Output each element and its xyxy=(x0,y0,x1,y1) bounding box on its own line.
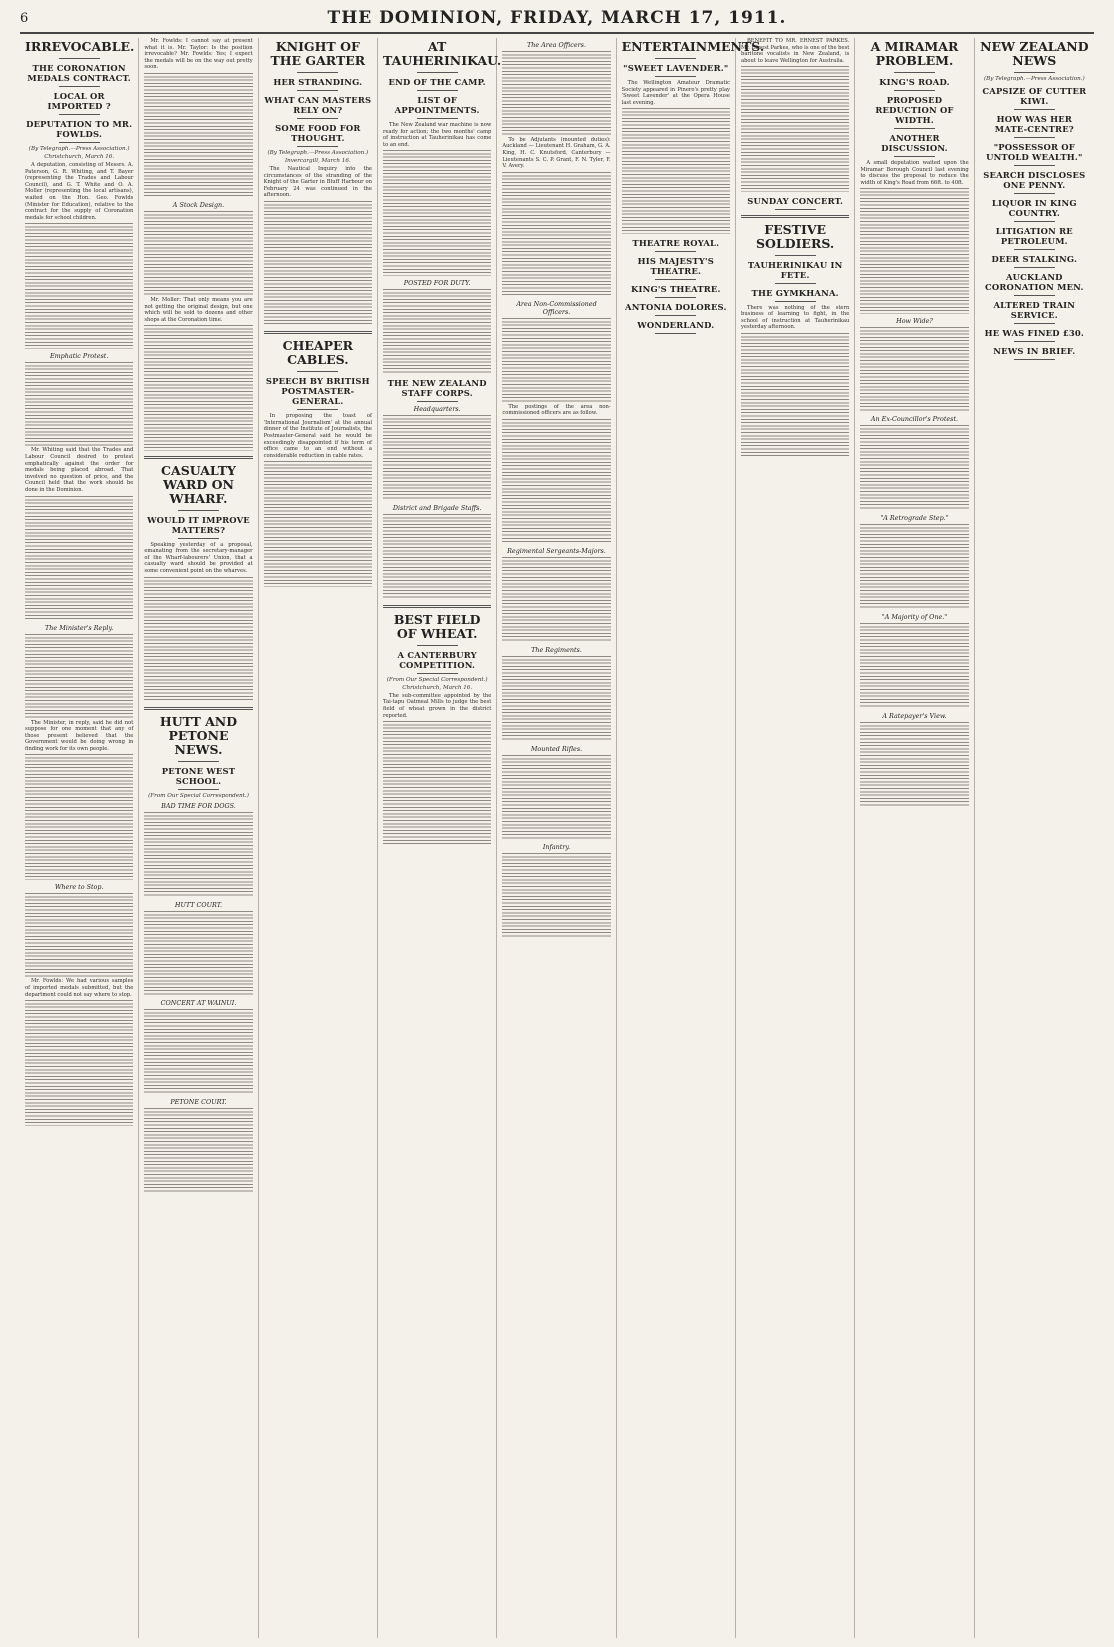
body-copy-placeholder xyxy=(622,108,730,233)
headline-rule xyxy=(775,301,816,302)
headline-rule xyxy=(178,789,219,790)
byline: Invercargill, March 16. xyxy=(284,158,351,164)
article-text: A small deputation waited upon the Miramar Borough Council last evening to discuss the proposal to reduce the width of King's Road from 66ft. to 40ft. xyxy=(860,160,969,186)
headline-rule xyxy=(655,333,696,334)
side-heading: The Minister's Reply. xyxy=(45,623,114,632)
subheadline: PETONE WEST SCHOOL. xyxy=(161,765,236,786)
headline-rule xyxy=(59,86,100,87)
body-copy-placeholder xyxy=(25,754,133,879)
headline: CASUALTY WARD ON WHARF. xyxy=(161,462,236,506)
headline: BEST FIELD OF WHEAT. xyxy=(393,611,481,641)
section-divider xyxy=(383,605,491,608)
headline-rule xyxy=(178,510,219,511)
side-heading: Area Non-Commissioned Officers. xyxy=(516,299,597,316)
side-heading: Regimental Sergeants-Majors. xyxy=(507,547,606,556)
subheadline: SOME FOOD FOR THOUGHT. xyxy=(275,123,361,143)
subheadline: TAUHERINIKAU IN FETE. xyxy=(747,259,843,280)
side-heading: PETONE COURT. xyxy=(170,1098,227,1107)
article-text: The Nautical Inquiry into the circumstances of the stranding of the Knight of the Garter in Bluff Harbour on February 24 was continued in the afternoon. xyxy=(263,166,372,199)
body-copy-placeholder xyxy=(383,721,491,846)
article-text: Mr. Moller: That only means you are not getting the original design, but one which will be sold to dozens and other shops at the Coronation time. xyxy=(144,296,253,323)
headline: KNIGHT OF THE GARTER xyxy=(270,39,366,68)
article-text: The Minister, in reply, said he did not suppose for one moment that any of those present believed that the Government would be doing wrong in finding work for its own people. xyxy=(25,719,134,752)
headline-rule xyxy=(655,315,696,316)
byline: (By Telegraph.—Press Association.) xyxy=(28,146,130,152)
column-2 xyxy=(139,38,258,1638)
body-copy-placeholder xyxy=(502,853,610,939)
subheadline: WONDERLAND. xyxy=(637,319,715,330)
byline: (From Our Special Correspondent.) xyxy=(148,792,249,799)
headline-rule xyxy=(297,409,338,410)
section-divider xyxy=(144,707,252,710)
headline-rule xyxy=(894,90,935,91)
side-heading: A Stock Design. xyxy=(172,201,225,210)
headline: NEW ZEALAND NEWS xyxy=(980,39,1089,68)
side-heading: "A Majority of One." xyxy=(881,612,948,621)
subheadline: KING'S ROAD. xyxy=(879,77,950,87)
headline-rule xyxy=(417,90,458,91)
body-copy-placeholder xyxy=(144,211,252,297)
subheadline: LIQUOR IN KING COUNTRY. xyxy=(991,198,1077,218)
article-text: The New Zealand war machine is now ready for action; the two months' camp of instruction at Tauherinikau has come to an end. xyxy=(383,122,492,148)
headline-rule xyxy=(297,90,338,91)
subheadline: PROPOSED REDUCTION OF WIDTH. xyxy=(875,95,954,125)
headline-rule xyxy=(297,72,338,73)
article-text: A deputation, consisting of Messrs. A. Paterson, G. R. Whiting, and T. Bayer (representing the Trades and Labour Council), and G. T. White and O. A. Moller (representing the local artisans), waited on the Hon. Geo. Fowlds (Minister for Education), relative to the contract for the supply of Coronation medals for school children. xyxy=(25,162,134,221)
headline-rule xyxy=(417,118,458,119)
headline-rule xyxy=(297,146,338,147)
subheadline: END OF THE CAMP. xyxy=(388,77,486,87)
headline-rule xyxy=(775,255,816,256)
side-heading: The Area Officers. xyxy=(526,41,586,49)
subheadline: ALTERED TRAIN SERVICE. xyxy=(993,300,1076,320)
subheadline: THEATRE ROYAL. xyxy=(632,237,720,248)
headline-rule xyxy=(59,114,100,115)
headline-rule xyxy=(655,58,696,59)
body-copy-placeholder xyxy=(264,461,372,586)
side-heading: "A Retrograde Step." xyxy=(880,514,949,523)
subheadline: THE GYMKHANA. xyxy=(751,287,839,298)
column-9 xyxy=(975,38,1094,1638)
headline-rule xyxy=(894,128,935,129)
headline-rule xyxy=(417,645,458,646)
body-copy-placeholder xyxy=(144,1009,252,1095)
body-copy-placeholder xyxy=(741,333,849,458)
side-heading: Headquarters. xyxy=(413,405,461,414)
side-heading: CONCERT AT WAINUI. xyxy=(160,999,237,1008)
page-number: 6 xyxy=(20,10,29,26)
body-copy-placeholder xyxy=(860,188,968,313)
body-copy-placeholder xyxy=(860,327,968,413)
article-text: The Wellington Amateur Dramatic Society appeared in Pinero's pretty play 'Sweet Lavender' at the Opera House last evening. xyxy=(621,80,730,106)
body-copy-placeholder xyxy=(144,1108,252,1194)
headline-rule xyxy=(655,297,696,298)
article-text: To be Adjutants (mounted duties): Auckland — Lieutenant H. Graham, G. A. King, H. C. Knutsford, Canterbury — Lieutenants S. C. P. Grant, F. N. Tyler, F. V. Avery. xyxy=(502,136,611,170)
section-divider xyxy=(741,215,849,218)
body-copy-placeholder xyxy=(144,577,252,702)
headline-rule xyxy=(775,283,816,284)
subheadline: AUCKLAND CORONATION MEN. xyxy=(985,272,1084,292)
headline-rule xyxy=(1014,323,1056,324)
side-heading: Emphatic Protest. xyxy=(49,351,109,360)
headline-rule xyxy=(1014,267,1056,268)
subheadline: ANTONIA DOLORES. xyxy=(625,301,727,312)
subheadline: CAPSIZE OF CUTTER KIWI. xyxy=(982,86,1087,106)
column-5 xyxy=(497,38,616,1638)
headline-rule xyxy=(297,371,338,372)
body-copy-placeholder xyxy=(383,514,491,600)
body-copy-placeholder xyxy=(25,496,133,621)
byline: (From Our Special Correspondent.) xyxy=(386,676,488,683)
headline-rule xyxy=(59,58,100,59)
headline: FESTIVE SOLDIERS. xyxy=(756,221,835,251)
body-copy-placeholder xyxy=(502,557,610,643)
side-heading: District and Brigade Staffs. xyxy=(392,504,482,513)
headline-rule xyxy=(1014,295,1056,296)
article-text: Mr. Fowlds: We had various samples of imported medals submitted, but the department could not say where to stop. xyxy=(25,978,134,998)
body-copy-placeholder xyxy=(383,415,491,501)
body-copy-placeholder xyxy=(144,325,252,450)
headline-rule xyxy=(1014,341,1056,342)
masthead xyxy=(20,4,1094,34)
subheadline: "POSSESSOR OF UNTOLD WEALTH." xyxy=(986,142,1083,162)
body-copy-placeholder xyxy=(25,634,133,720)
byline: Christchurch, March 16. xyxy=(402,684,473,691)
subheadline: HOW WAS HER MATE-CENTRE? xyxy=(994,114,1074,134)
subheadline: SUNDAY CONCERT. xyxy=(747,195,844,206)
side-heading: HUTT COURT. xyxy=(174,900,223,909)
body-copy-placeholder xyxy=(383,150,491,275)
article-text: The postings of the area non-commissioned officers are as follow. xyxy=(502,403,611,417)
side-heading: A Ratepayer's View. xyxy=(882,711,947,720)
headline-rule xyxy=(894,72,935,73)
headline-rule xyxy=(1014,72,1056,73)
article-text: Mr. Whiting said that the Trades and Labour Council desired to protest emphatically against the order for medals being placed abroad. That involved no question of price, and the Council held that the work should be done in the Dominion. xyxy=(25,447,134,493)
article-text: BENEFIT TO MR. ERNEST PARKES. Mr. Ernest Parkes, who is one of the best baritone vocalists in New Zealand, is about to leave Wellington for Australia. xyxy=(741,38,850,64)
headline-rule xyxy=(1014,193,1056,194)
body-copy-placeholder xyxy=(502,318,610,404)
body-copy-placeholder xyxy=(502,656,610,742)
body-copy-placeholder xyxy=(383,289,491,375)
article-text: In proposing the toast of 'International Journalism' at the annual dinner of the Institute of Journalists, the Postmaster-General said he would be exceedingly disappointed if his term of office came to an end without a considerable reduction in cable rates. xyxy=(263,413,372,459)
section-divider xyxy=(264,331,372,334)
headline-rule xyxy=(1014,109,1056,110)
column-3 xyxy=(259,38,378,1638)
article-text: Speaking yesterday of a proposal, emanating from the secretary-manager of the Wharf-labourers' Union, that a casualty ward should be provided at some convenient point on the wharves. xyxy=(144,541,253,574)
byline: (By Telegraph.—Press Association.) xyxy=(267,150,369,156)
byline: (By Telegraph.—Press Association.) xyxy=(983,76,1085,82)
body-copy-placeholder xyxy=(502,172,610,297)
side-heading: Infantry. xyxy=(542,843,571,852)
subheadline: HIS MAJESTY'S THEATRE. xyxy=(637,255,715,276)
headline-rule xyxy=(417,401,458,402)
section-divider xyxy=(144,456,252,459)
headline: A MIRAMAR PROBLEM. xyxy=(870,39,959,68)
side-heading: The Regiments. xyxy=(531,645,582,654)
subheadline: DEPUTATION TO MR. FOWLDS. xyxy=(26,119,133,139)
subheadline: SEARCH DISCLOSES ONE PENNY. xyxy=(983,170,1086,190)
subheadline: THE NEW ZEALAND STAFF CORPS. xyxy=(387,378,487,399)
headline-rule xyxy=(417,673,458,674)
headline-rule xyxy=(655,76,696,77)
headline: IRREVOCABLE. xyxy=(25,39,135,54)
headline-rule xyxy=(417,72,458,73)
subheadline: ANOTHER DISCUSSION. xyxy=(881,133,948,153)
body-copy-placeholder xyxy=(502,755,610,841)
headline-rule xyxy=(1014,221,1056,222)
body-copy-placeholder xyxy=(144,812,252,898)
subheadline: SPEECH BY BRITISH POSTMASTER-GENERAL. xyxy=(265,376,370,407)
side-heading: How Wide? xyxy=(896,316,933,325)
subheadline: A CANTERBURY COMPETITION. xyxy=(397,649,477,670)
subheadline: THE CORONATION MEDALS CONTRACT. xyxy=(27,63,131,83)
headline-rule xyxy=(1014,249,1056,250)
body-copy-placeholder xyxy=(264,201,372,326)
headline-rule xyxy=(775,209,816,210)
body-copy-placeholder xyxy=(502,419,610,544)
headline-rule xyxy=(655,251,696,252)
headline-rule xyxy=(178,538,219,539)
article-text: Mr. Fowlds: I cannot say at present what it is. Mr. Taylor: Is the position irrevocable? Mr. Fowlds: Yes; I expect the medals will be on the way out pretty soon. xyxy=(144,38,253,71)
headline-rule xyxy=(1014,137,1056,138)
side-heading: Where to Stop. xyxy=(54,882,104,891)
headline-rule xyxy=(178,761,219,762)
newspaper-title: THE DOMINION, FRIDAY, MARCH 17, 1911. xyxy=(327,8,787,28)
column-6 xyxy=(617,38,765,1638)
side-heading: POSTED FOR DUTY. xyxy=(403,278,471,287)
headline: AT TAUHERINIKAU. xyxy=(383,39,502,68)
column-8 xyxy=(855,38,974,1638)
headline-rule xyxy=(297,118,338,119)
body-copy-placeholder xyxy=(144,911,252,997)
subheadline: DEER STALKING. xyxy=(991,254,1078,264)
body-copy-placeholder xyxy=(502,51,610,137)
subheadline: NEWS IN BRIEF. xyxy=(993,346,1076,356)
body-copy-placeholder xyxy=(860,722,968,808)
subheadline: HER STRANDING. xyxy=(273,77,363,87)
subheadline: WHAT CAN MASTERS RELY ON? xyxy=(264,95,372,115)
headline-rule xyxy=(1014,359,1056,360)
column-1 xyxy=(20,38,139,1638)
body-copy-placeholder xyxy=(25,893,133,979)
byline: Christchurch, March 16. xyxy=(44,154,115,160)
subheadline: LITIGATION RE PETROLEUM. xyxy=(995,226,1073,246)
article-text: The sub-committee appointed by the Tai-tapu Oatmeal Mills to judge the best field of wheat grown in the district reported. xyxy=(383,692,492,719)
headline: HUTT AND PETONE NEWS. xyxy=(159,713,238,757)
body-copy-placeholder xyxy=(25,1000,133,1125)
body-copy-placeholder xyxy=(144,73,252,198)
subheadline: "SWEET LAVENDER." xyxy=(623,63,729,73)
column-7 xyxy=(736,38,855,1638)
body-copy-placeholder xyxy=(860,623,968,709)
subheadline: KING'S THEATRE. xyxy=(631,283,721,294)
body-copy-placeholder xyxy=(25,362,133,448)
headline-rule xyxy=(1014,165,1056,166)
newspaper-columns xyxy=(20,38,1094,1638)
body-copy-placeholder xyxy=(25,223,133,348)
body-copy-placeholder xyxy=(741,66,849,191)
subheadline: LOCAL OR IMPORTED ? xyxy=(47,91,111,111)
column-4 xyxy=(378,38,502,1638)
subheadline: LIST OF APPOINTMENTS. xyxy=(394,95,480,115)
subheadline: WOULD IT IMPROVE MATTERS? xyxy=(147,514,250,535)
headline-rule xyxy=(59,142,100,143)
headline: CHEAPER CABLES. xyxy=(282,338,353,368)
side-heading: Mounted Rifles. xyxy=(530,744,583,753)
headline: ENTERTAINMENTS. xyxy=(621,39,765,54)
subheadline: HE WAS FINED £30. xyxy=(984,328,1085,338)
body-copy-placeholder xyxy=(860,524,968,610)
side-heading: An Ex-Councillor's Protest. xyxy=(870,415,959,424)
article-text: There was nothing of the stern business of learning to fight, in the school of instruction at Tauherinikau yesterday afternoon. xyxy=(741,304,850,331)
headline-rule xyxy=(894,156,935,157)
body-copy-placeholder xyxy=(860,425,968,511)
side-heading: BAD TIME FOR DOGS. xyxy=(161,801,236,810)
headline-rule xyxy=(655,279,696,280)
